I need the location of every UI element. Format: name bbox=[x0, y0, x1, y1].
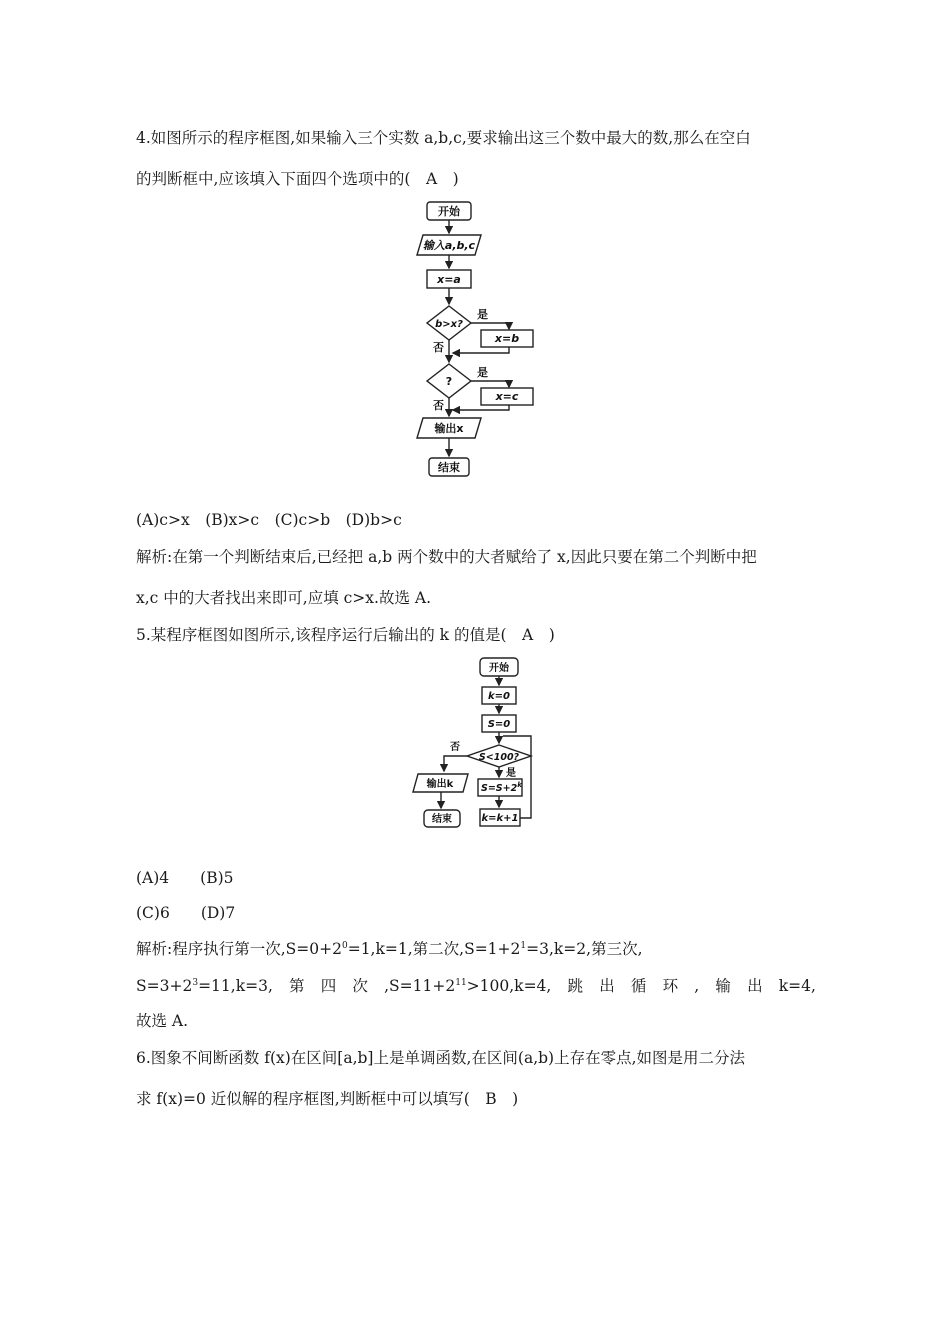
q5-cond-yes: 是 bbox=[506, 768, 516, 779]
q5-start-label: 开始 bbox=[489, 663, 509, 674]
q4-stem-line2: 的判断框中,应该填入下面四个选项中的( A ) bbox=[136, 170, 459, 188]
q4-cond2-no: 否 bbox=[433, 399, 444, 412]
q5-s0-label: S=0 bbox=[487, 719, 511, 730]
q4-start-label: 开始 bbox=[438, 205, 460, 218]
q5-update-s-label: $S=S+2^k$ bbox=[481, 781, 522, 794]
q5-options-row2: (C)6 (D)7 bbox=[136, 904, 236, 922]
q4-analysis-line2: x,c 中的大者找出来即可,应填 c>x.故选 A. bbox=[136, 589, 432, 607]
q4-assign-c-label: x=c bbox=[495, 390, 519, 403]
q4-end-label: 结束 bbox=[438, 461, 460, 474]
q4-assign-a-label: x=a bbox=[437, 273, 461, 286]
q4-options: (A)c>x (B)x>c (C)c>b (D)b>c bbox=[136, 511, 402, 529]
q5-cond-label: S<100? bbox=[478, 752, 520, 763]
q5-flowchart bbox=[410, 652, 550, 836]
q4-stem-line1: 4.如图所示的程序框图,如果输入三个实数 a,b,c,要求输出这三个数中最大的数,那么在空白 bbox=[136, 129, 751, 147]
q5-analysis-line3: 故选 A. bbox=[136, 1012, 189, 1030]
q6-stem-line2: 求 f(x)=0 近似解的程序框图,判断框中可以填写( B ) bbox=[136, 1090, 519, 1108]
q4-cond2-label: ? bbox=[445, 375, 453, 388]
q6-stem-line1: 6.图象不间断函数 f(x)在区间[a,b]上是单调函数,在区间(a,b)上存在零点,如图是用二分法 bbox=[136, 1049, 746, 1067]
q5-k0-label: k=0 bbox=[488, 691, 510, 702]
q4-assign-b-label: x=b bbox=[494, 332, 520, 345]
q4-flowchart bbox=[405, 196, 555, 486]
q4-analysis-line1: 解析:在第一个判断结束后,已经把 a,b 两个数中的大者赋给了 x,因此只要在第二个判断中把 bbox=[136, 548, 757, 566]
q5-output-label: 输出k bbox=[426, 779, 454, 790]
q5-update-k-label: k=k+1 bbox=[481, 813, 519, 824]
q4-cond1-yes: 是 bbox=[477, 308, 488, 321]
q5-analysis-line1: 解析:程序执行第一次$,S=0+2^0=1,k=1$,第二次$,S=1+2^1=3,k=2$,第三次, bbox=[136, 940, 643, 958]
q4-cond2-yes: 是 bbox=[477, 366, 488, 379]
q4-cond1-no: 否 bbox=[433, 341, 444, 354]
q4-input-label: 输入a,b,c bbox=[422, 239, 476, 252]
q5-cond-no: 否 bbox=[450, 742, 460, 753]
q4-cond1-label: b>x? bbox=[435, 319, 463, 330]
q5-stem: 5.某程序框图如图所示,该程序运行后输出的 k 的值是( A ) bbox=[136, 626, 555, 644]
q5-end-label: 结束 bbox=[432, 814, 452, 825]
q4-output-label: 输出x bbox=[434, 422, 464, 435]
q5-analysis-line2: $S=3+2^3=11,k=3$, 第 四 次 $,S=11+2^{11}>100,k=4$, 跳 出 循 环 , 输 出 k=4, bbox=[136, 977, 816, 995]
q5-options-row1: (A)4 (B)5 bbox=[136, 869, 234, 887]
